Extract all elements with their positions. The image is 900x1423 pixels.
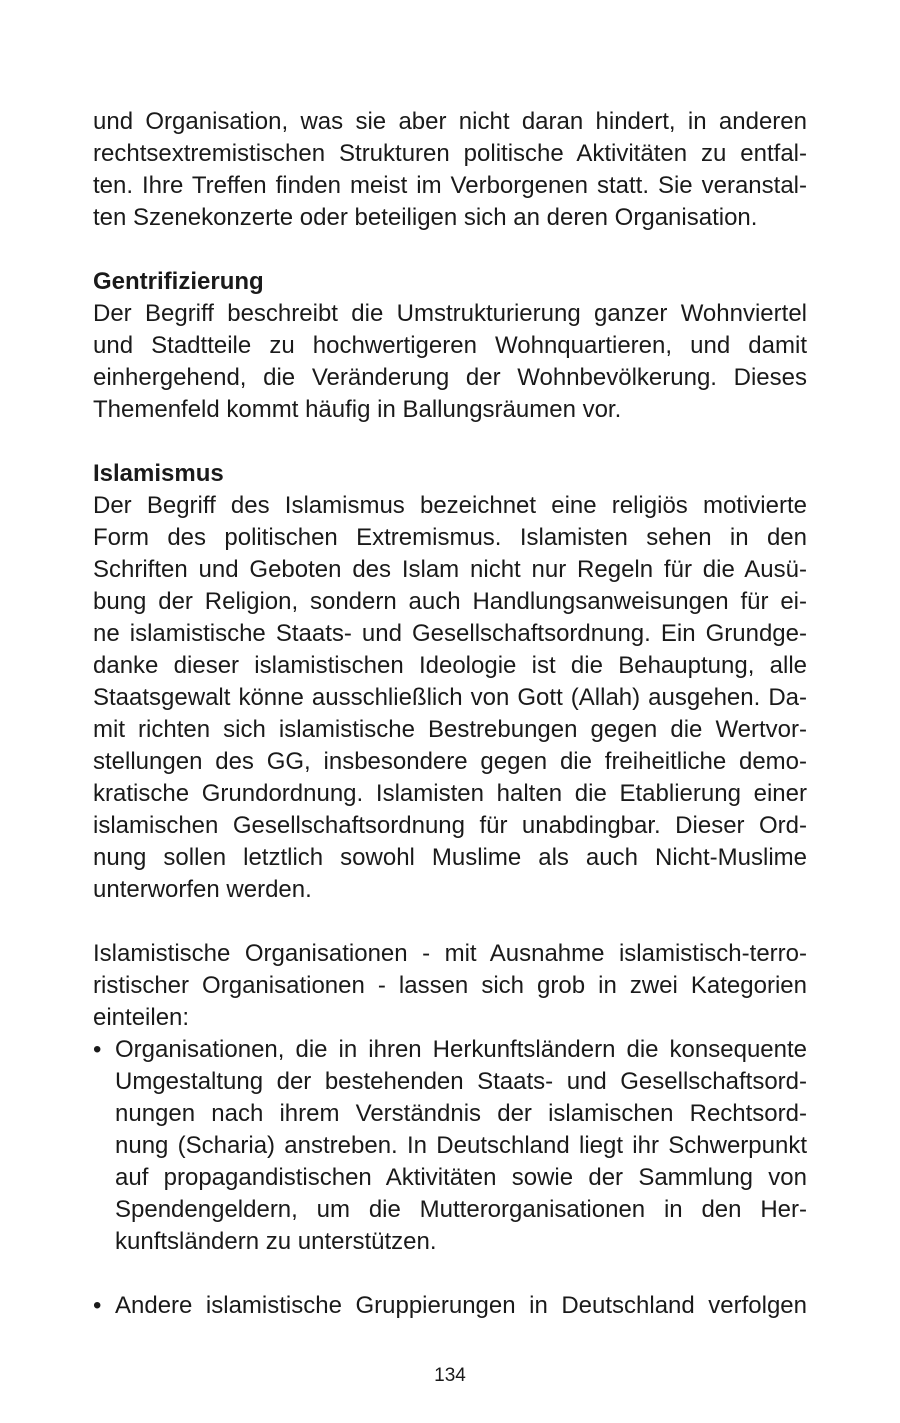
text-line: islamischen Gesellschaftsordnung für unabdingbar. Dieser Ord- (93, 812, 807, 839)
page-number: 134 (434, 1365, 466, 1386)
text-line: Organisationen, die in ihren Herkunftsländern die konsequente (115, 1036, 807, 1063)
text-line: Themenfeld kommt häufig in Ballungsräumen vor. (93, 396, 622, 423)
text-line: unterworfen werden. (93, 876, 312, 903)
text-line: Spendengeldern, um die Mutterorganisationen in den Her- (115, 1196, 807, 1223)
text-line: einteilen: (93, 1004, 190, 1031)
bullet-item (93, 1290, 807, 1322)
text-line: nung sollen letztlich sowohl Muslime als auch Nicht-Muslime (93, 844, 807, 871)
text-line: Der Begriff des Islamismus bezeichnet eine religiös motivierte (93, 492, 807, 519)
text-line: danke dieser islamistischen Ideologie ist die Behauptung, alle (93, 652, 807, 679)
gentrifizierung-section (93, 266, 807, 426)
text-line: kunftsländern zu unterstützen. (115, 1228, 437, 1255)
bullet-item (93, 1034, 807, 1258)
bullet-icon: • (93, 1292, 102, 1319)
text-line: auf propagandistischen Aktivitäten sowie der Sammlung von (115, 1164, 807, 1191)
text-line: mit richten sich islamistische Bestrebungen gegen die Wertvor- (93, 716, 807, 743)
text-line: ten Szenekonzerte oder beteiligen sich an deren Organisation. (93, 204, 758, 231)
text-line: Andere islamistische Gruppierungen in Deutschland verfolgen (115, 1292, 807, 1319)
text-line: Umgestaltung der bestehenden Staats- und Gesellschaftsord- (115, 1068, 807, 1095)
section-heading: Islamismus (93, 460, 224, 487)
text-line: ten. Ihre Treffen finden meist im Verborgenen statt. Sie veranstal- (93, 172, 807, 199)
bullet-icon: • (93, 1036, 102, 1063)
text-line: Schriften und Geboten des Islam nicht nur Regeln für die Ausü- (93, 556, 807, 583)
section-heading: Gentrifizierung (93, 268, 264, 295)
text-line: ristischer Organisationen - lassen sich grob in zwei Kategorien (93, 972, 807, 999)
intro-paragraph (93, 106, 807, 234)
text-line: ne islamistische Staats- und Gesellschaftsordnung. Ein Grundge- (93, 620, 807, 647)
text-line: bung der Religion, sondern auch Handlungsanweisungen für ei- (93, 588, 807, 615)
text-line: Islamistische Organisationen - mit Ausnahme islamistisch-terro- (93, 940, 807, 967)
text-line: Staatsgewalt könne ausschließlich von Gott (Allah) ausgehen. Da- (93, 684, 807, 711)
text-line: rechtsextremistischen Strukturen politische Aktivitäten zu entfal- (93, 140, 807, 167)
text-line: stellungen des GG, insbesondere gegen die freiheitliche demo- (93, 748, 807, 775)
text-line: nungen nach ihrem Verständnis der islamischen Rechtsord- (115, 1100, 807, 1127)
text-line: kratische Grundordnung. Islamisten halten die Etablierung einer (93, 780, 807, 807)
page-body (93, 106, 807, 1322)
text-line: einhergehend, die Veränderung der Wohnbevölkerung. Dieses (93, 364, 807, 391)
text-line: Der Begriff beschreibt die Umstrukturierung ganzer Wohnviertel (93, 300, 807, 327)
text-line: und Organisation, was sie aber nicht daran hindert, in anderen (93, 108, 807, 135)
text-line: Form des politischen Extremismus. Islamisten sehen in den (93, 524, 807, 551)
text-line: und Stadtteile zu hochwertigeren Wohnquartieren, und damit (93, 332, 807, 359)
text-line: nung (Scharia) anstreben. In Deutschland liegt ihr Schwerpunkt (115, 1132, 807, 1159)
islamismus-section (93, 458, 807, 1322)
